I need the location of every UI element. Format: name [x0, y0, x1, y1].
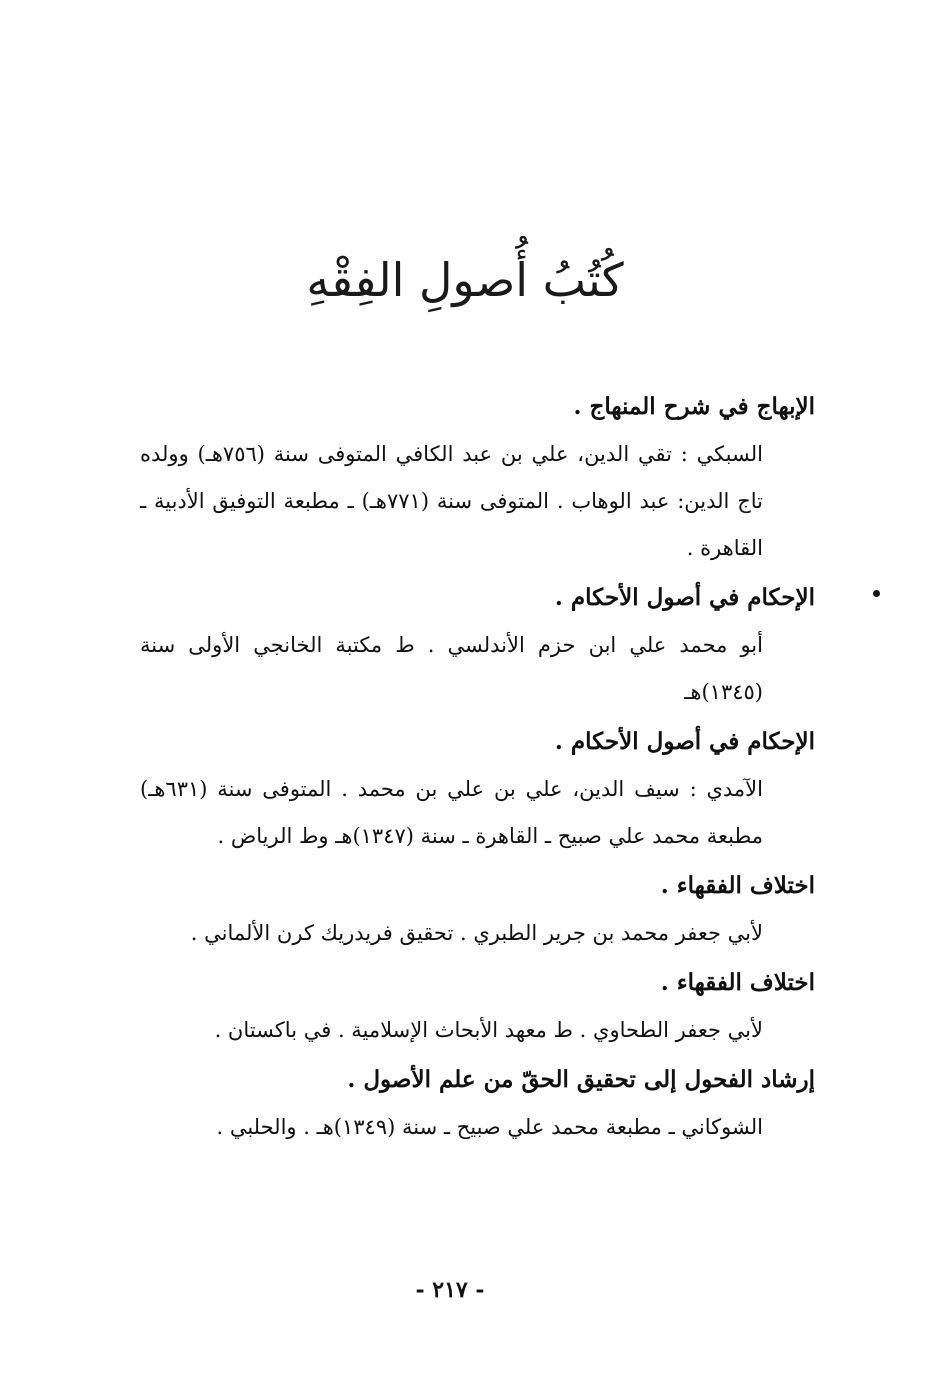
- bibliography-entry: [140, 1056, 815, 1151]
- bibliography-entry: [140, 383, 815, 572]
- margin-dot-mark: [873, 590, 880, 597]
- bibliography-list: [140, 383, 815, 1153]
- entry-body: لأبي جعفر الطحاوي . ط معهد الأبحاث الإسلامية . في باكستان .: [214, 1018, 763, 1042]
- entry-title: الإحكام في أصول الأحكام .: [554, 728, 815, 755]
- bibliography-entry: [140, 862, 815, 957]
- entry-body: الآمدي : سيف الدين، علي بن علي بن محمد . المتوفى سنة (٦٣١هـ) مطبعة محمد علي صبيح ـ القاهرة ـ سنة (١٣٤٧)هـ وط الرياض .: [140, 777, 763, 848]
- entry-body: السبكي : تقي الدين، علي بن عبد الكافي المتوفى سنة (٧٥٦هـ) وولده تاج الدين: عبد الوهاب . المتوفى سنة (٧٧١هـ) ـ مطبعة التوفيق الأدبية ـ القاهرة .: [140, 442, 763, 560]
- entry-title: الإبهاج في شرح المنهاج .: [573, 393, 815, 420]
- bibliography-entry: [140, 959, 815, 1054]
- entry-title: إرشاد الفحول إلى تحقيق الحقّ من علم الأصول .: [347, 1066, 815, 1093]
- entry-body: لأبي جعفر محمد بن جرير الطبري . تحقيق فريدريك كرن الألماني .: [190, 921, 763, 945]
- entry-body: أبو محمد علي ابن حزم الأندلسي . ط مكتبة الخانجي الأولى سنة (١٣٤٥)هـ: [140, 633, 763, 704]
- section-heading: كُتُبُ أُصولِ الفِقْهِ: [306, 253, 624, 307]
- page-number: - ٢١٧ -: [415, 1277, 485, 1303]
- entry-title: الإحكام في أصول الأحكام .: [554, 584, 815, 611]
- bibliography-entry: [140, 718, 815, 860]
- entry-body: الشوكاني ـ مطبعة محمد علي صبيح ـ سنة (١٣٤٩)هـ . والحلبي .: [216, 1115, 763, 1139]
- bibliography-entry: [140, 574, 815, 716]
- entry-title: اختلاف الفقهاء .: [660, 969, 815, 996]
- entry-title: اختلاف الفقهاء .: [660, 872, 815, 899]
